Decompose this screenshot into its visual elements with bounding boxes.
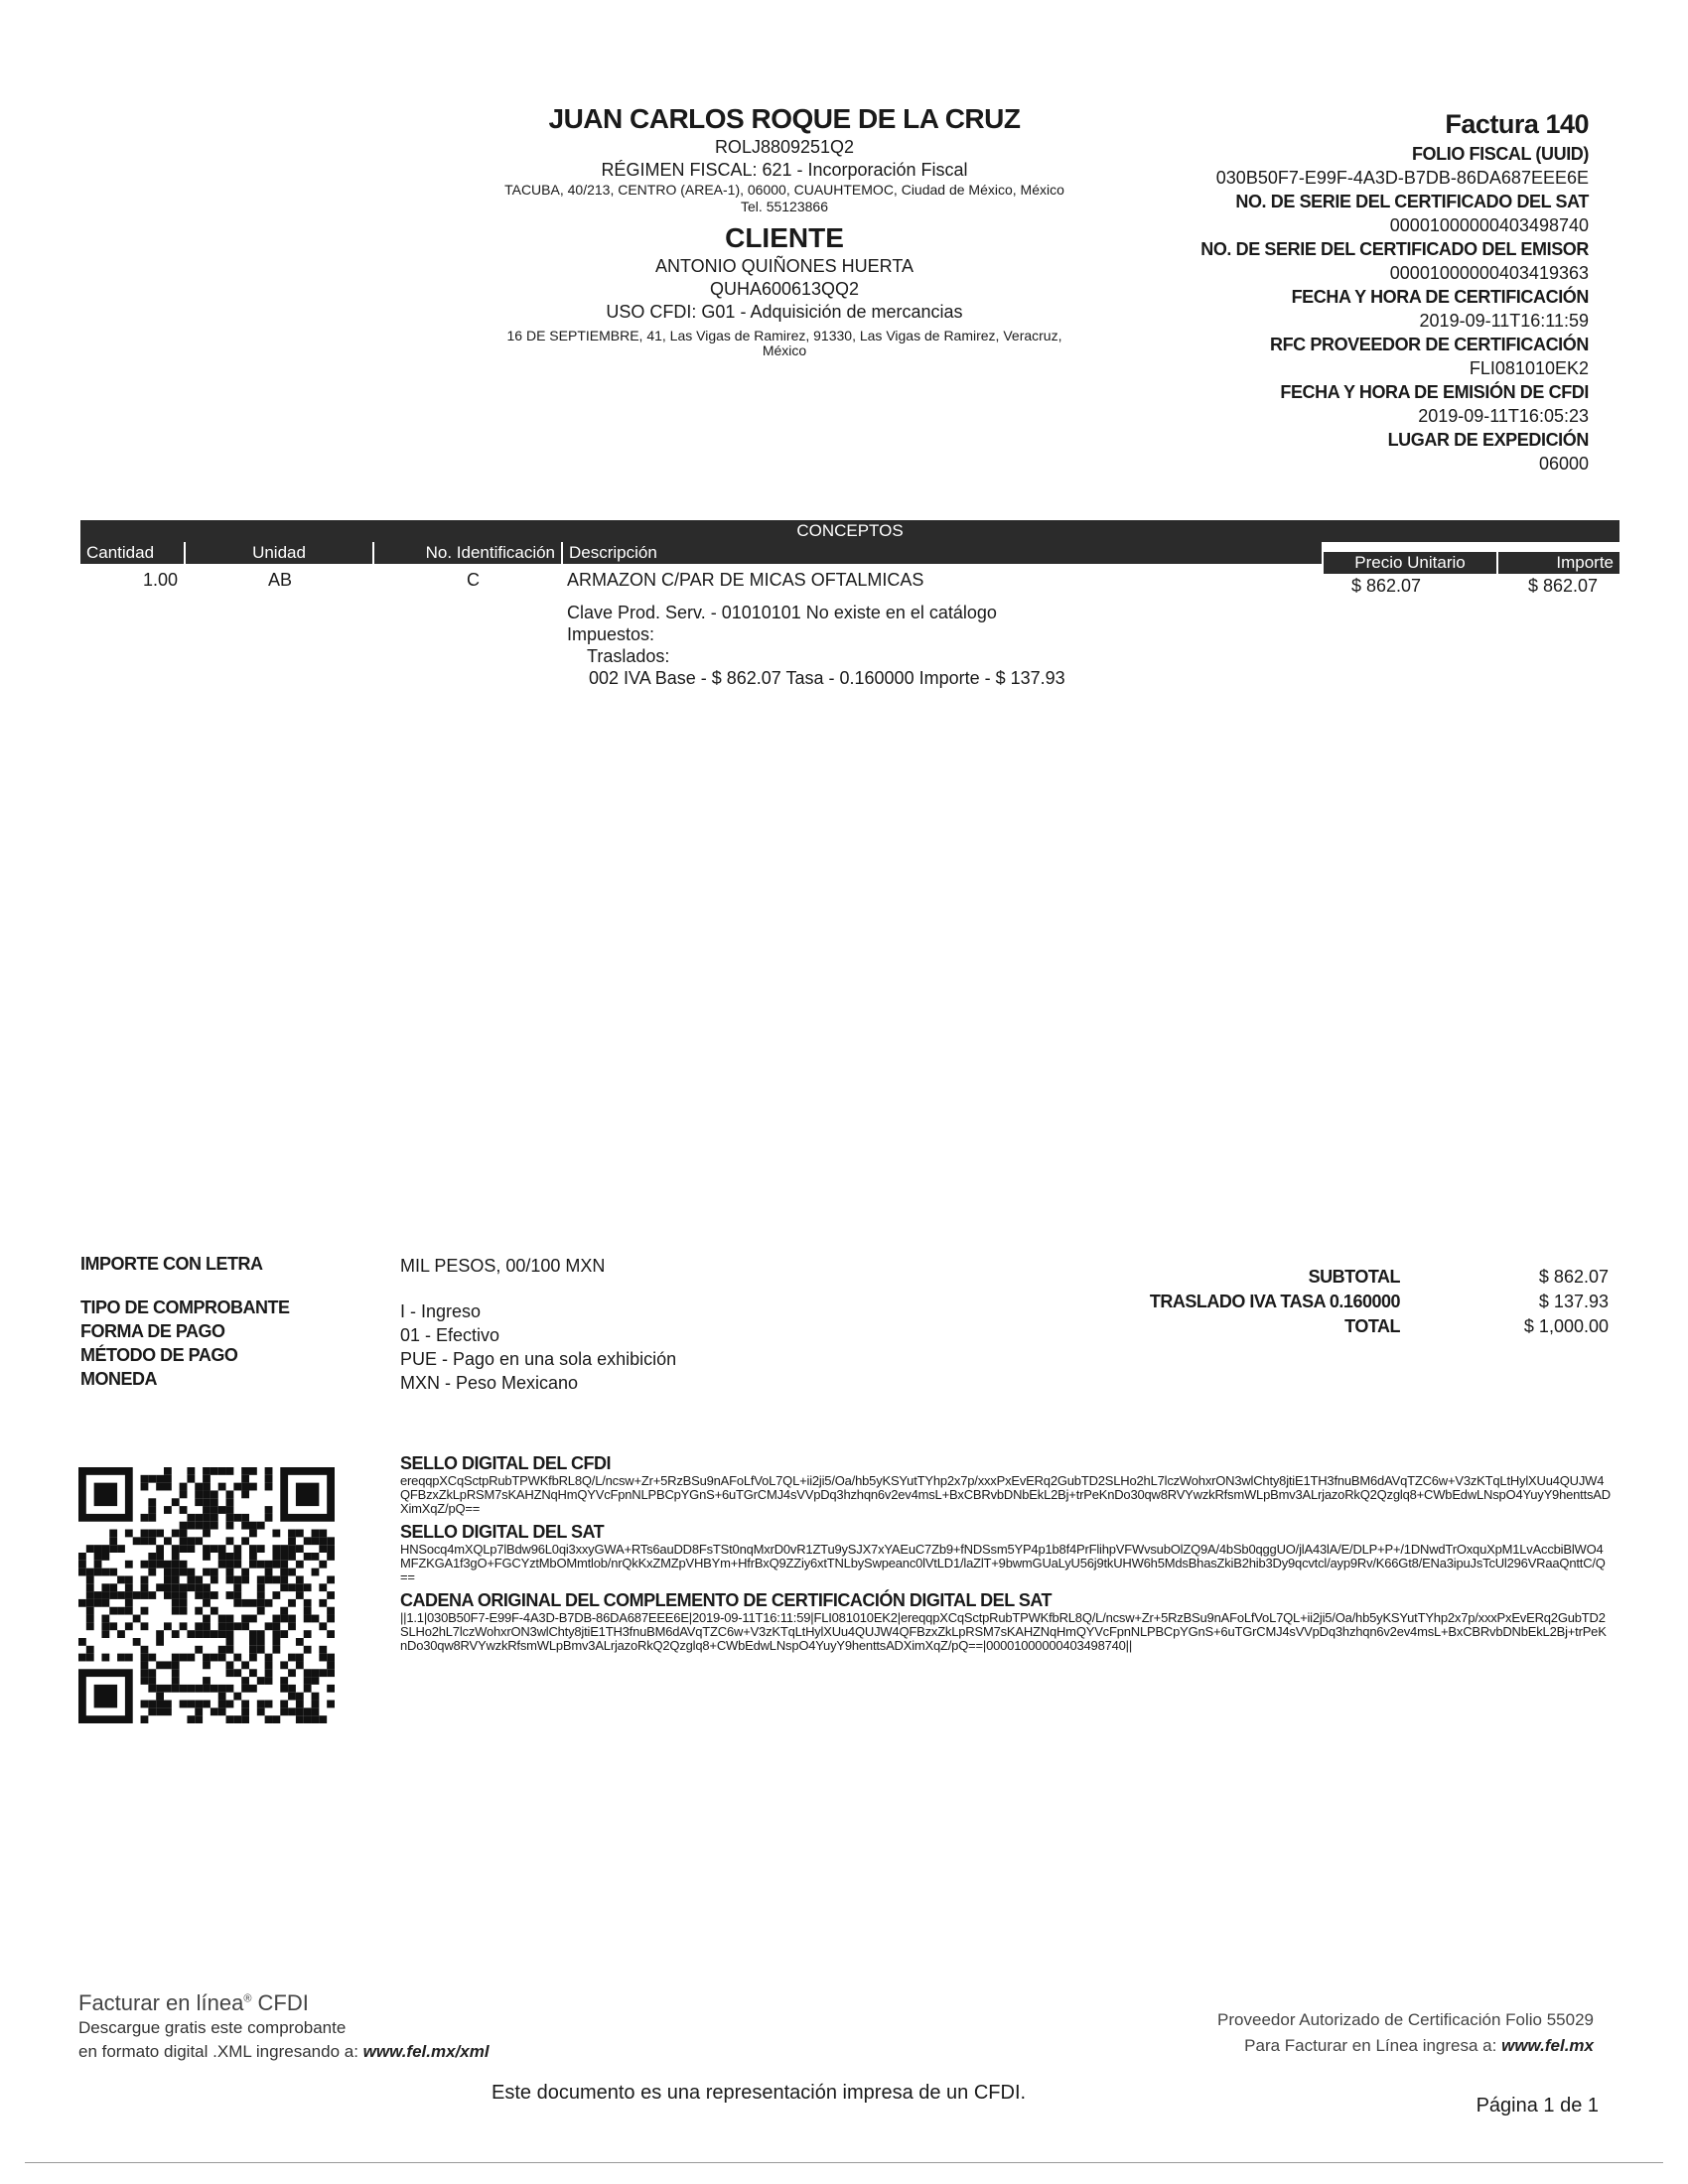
- subtotal-value: $ 862.07: [1538, 1267, 1609, 1287]
- rfc-prov: FLI081010EK2: [1469, 358, 1589, 378]
- rfc-prov-label: RFC PROVEEDOR DE CERTIFICACIÓN: [1269, 335, 1589, 354]
- col-precio: Precio Unitario: [1324, 552, 1498, 574]
- client-heading: CLIENTE: [725, 222, 844, 253]
- emitter-regime: RÉGIMEN FISCAL: 621 - Incorporación Fiscal: [601, 160, 968, 180]
- sello-cfdi: ereqqpXCqSctpRubTPWKfbRL8Q/L/ncsw+Zr+5RzBSu9nAFoLfVoL7QL+ii2ji5/Oa/hb5yKSYutTYhp2x7p/xxxPxEvERq2GubTD2SLHo2hL7lczWohxrON3wlChty8jtiE1TH3fnuBM6dAVqTZC6w+V3zKTqLtHylXUu4QUJW4QFBzxZkLpRSM7sKAHZNqHmQYVcFpnNLPBCpYGnS+6uTGrCMJ4sVVpDq3hzhqn6v2ev4msL+BxCBRvbDNbEkL2Bj+trPeKnDo30qw8RVYwzkRfsmWLpBmv3ALrjazoRkQ2Qzglq8+CWbEdwLNspO4YuyY9henttsADXimXqZ/pQ==: [400, 1473, 1611, 1516]
- sello-sat: HNSocq4mXQLp7lBdw96L0qi3xxyGWA+RTs6auDD8FsTSt0nqMxrD0vR1ZTu9ySJX7xYAEuC7Zb9+fNDSsm5YP4p1b8f4PrFlihpVFWvsubOlZQ9A/4bSb0qggUO/jlA43lA/E/DLP+P+/1DNwdTrOxquXpM1LvAccbiBlWO4MFZKGA1f3gO+FGCYztMbOMmtlob/nrQkKxZMZpVHBYm+HfrBxQ9ZZiy6xtTNLbySwpeanc0lVtLD1/laZlT+9bwmGUaLyU56j9tkUHW6h5MdsBhasZkiB2hib3Dy9qcvtcl/ayp9Rv/K66Gt8/ENa3ipuJsTcUl296VRaaQnttC/Q==: [400, 1542, 1606, 1584]
- footer-right: [1217, 2007, 1594, 2059]
- forma-pago: 01 - Efectivo: [400, 1325, 500, 1345]
- qr-code: [78, 1467, 335, 1723]
- folio-fiscal-label: FOLIO FISCAL (UUID): [1411, 144, 1589, 164]
- table-row: [80, 566, 1619, 600]
- sello-cfdi-label: SELLO DIGITAL DEL CFDI: [400, 1453, 612, 1473]
- importe-letra-label: IMPORTE CON LETRA: [80, 1254, 263, 1274]
- emitter-name: JUAN CARLOS ROQUE DE LA CRUZ: [548, 103, 1021, 134]
- impuestos-label: Impuestos:: [567, 624, 655, 644]
- client-address: 16 DE SEPTIEMBRE, 41, Las Vigas de Ramirez, 91330, Las Vigas de Ramirez, Veracruz, México: [506, 328, 1062, 358]
- serie-emisor: 00001000000403419363: [1389, 263, 1589, 283]
- invoice-title: Factura 140: [1445, 109, 1589, 139]
- serie-sat-label: NO. DE SERIE DEL CERTIFICADO DEL SAT: [1235, 192, 1589, 211]
- col-cantidad: Cantidad: [80, 542, 186, 564]
- moneda: MXN - Peso Mexicano: [400, 1373, 579, 1393]
- tipo-comprobante: I - Ingreso: [400, 1301, 482, 1321]
- serie-sat: 00001000000403498740: [1389, 215, 1589, 235]
- cell-precio: $ 862.07: [1351, 576, 1422, 596]
- digital-seals: [400, 1447, 1612, 1653]
- brand-cfdi: CFDI: [257, 1990, 309, 2015]
- cadena-original: ||1.1|030B50F7-E99F-4A3D-B7DB-86DA687EEE6E|2019-09-11T16:11:59|FLI081010EK2|ereqqpXCqSctpRubTPWKfbRL8Q/L/ncsw+Zr+5RzBSu9nAFoLfVoL7QL+ii2ji5/Oa/hb5yKSYutTYhp2x7p/xxxPxEvERq2GubTD2SLHo2hL7lczWohxrON3wlChty8jtiE1TH3fnuBM6dAVqTZC6w+V3zKTqLtHylXUu4QUJW4QFBzxZkLpRSM7sKAHZNqHmQYVcFpnNLPBCpYGnS+6uTGrCMJ4sVVpDq3hzhqn6v2ev4msL+BxCBRvbDNbEkL2Bj+trPeKnDo30qw8RVYwzkRfsmWLpBmv3ALrjazoRkQ2Qzglq8+CWbEdwLNspO4YuyY9henttsADXimXqZ/pQ==|00001000000403498740||: [400, 1610, 1607, 1653]
- fecha-emision: 2019-09-11T16:05:23: [1418, 406, 1589, 426]
- cell-cantidad: 1.00: [143, 570, 179, 590]
- tipo-comprobante-label: TIPO DE COMPROBANTE: [80, 1297, 290, 1317]
- emitter-phone: Tel. 55123866: [741, 199, 828, 214]
- concepts-header: [80, 542, 1619, 572]
- fiscal-info: [1072, 109, 1589, 476]
- cell-descripcion: ARMAZON C/PAR DE MICAS OFTALMICAS: [567, 570, 924, 590]
- download-prefix: en formato digital .XML ingresando a:: [78, 2042, 358, 2061]
- total-row: [1053, 1316, 1609, 1341]
- page-number: Página 1 de 1: [1476, 2095, 1599, 2116]
- cell-unidad: AB: [268, 570, 293, 590]
- col-unidad: Unidad: [186, 542, 374, 564]
- representation-notice: Este documento es una representación impresa de un CFDI.: [492, 2082, 1027, 2104]
- facturar-link[interactable]: www.fel.mx: [1501, 2036, 1594, 2055]
- concepts-title: CONCEPTOS: [80, 520, 1619, 542]
- emitter-block: [467, 103, 1102, 358]
- col-identificacion: No. Identificación: [374, 542, 563, 564]
- total-label: TOTAL: [1344, 1316, 1400, 1336]
- facturar-prefix: Para Facturar en Línea ingresa a:: [1244, 2036, 1497, 2055]
- total-value: $ 1,000.00: [1523, 1316, 1609, 1336]
- traslados-label: Traslados:: [587, 646, 670, 666]
- bottom-divider: [25, 2162, 1663, 2163]
- folio-fiscal: 030B50F7-E99F-4A3D-B7DB-86DA687EEE6E: [1215, 168, 1589, 188]
- download-line-2: [78, 2040, 490, 2064]
- subtotal-row: [1053, 1267, 1609, 1292]
- metodo-pago: PUE - Pago en una sola exhibición: [400, 1349, 677, 1369]
- iva-detail: 002 IVA Base - $ 862.07 Tasa - 0.160000 Importe - $ 137.93: [589, 668, 1065, 688]
- emitter-rfc: ROLJ8809251Q2: [714, 137, 855, 157]
- concepts-table: [80, 520, 1619, 688]
- concept-details: [567, 602, 1065, 689]
- iva-row: [1053, 1292, 1609, 1316]
- iva-value: $ 137.93: [1538, 1292, 1609, 1311]
- lugar: 06000: [1538, 454, 1589, 474]
- client-rfc: QUHA600613QQ2: [709, 279, 860, 299]
- proveedor-text: Proveedor Autorizado de Certificación Folio 55029: [1217, 2010, 1594, 2029]
- col-descripcion: Descripción: [563, 542, 1324, 564]
- cell-identificacion: C: [467, 570, 480, 590]
- iva-label: TRASLADO IVA TASA 0.160000: [1149, 1292, 1400, 1311]
- fecha-emision-label: FECHA Y HORA DE EMISIÓN DE CFDI: [1280, 382, 1589, 402]
- brand-name: Facturar en línea: [78, 1990, 244, 2015]
- forma-pago-label: FORMA DE PAGO: [80, 1321, 225, 1341]
- payment-values: [400, 1256, 676, 1397]
- client-name: ANTONIO QUIÑONES HUERTA: [654, 256, 914, 276]
- emitter-address: TACUBA, 40/213, CENTRO (AREA-1), 06000, CUAUHTEMOC, Ciudad de México, México: [504, 182, 1064, 198]
- fecha-cert-label: FECHA Y HORA DE CERTIFICACIÓN: [1291, 287, 1589, 307]
- client-uso-cfdi: USO CFDI: G01 - Adquisición de mercancias: [606, 302, 963, 322]
- cadena-original-label: CADENA ORIGINAL DEL COMPLEMENTO DE CERTIFICACIÓN DIGITAL DEL SAT: [400, 1590, 1053, 1610]
- footer-brand: [78, 1990, 490, 2016]
- moneda-label: MONEDA: [80, 1369, 157, 1389]
- download-link[interactable]: www.fel.mx/xml: [362, 2042, 490, 2061]
- facturar-line: [1217, 2033, 1594, 2059]
- subtotal-label: SUBTOTAL: [1308, 1267, 1400, 1287]
- fecha-cert: 2019-09-11T16:11:59: [1419, 311, 1589, 331]
- col-importe: Importe: [1498, 552, 1619, 574]
- lugar-label: LUGAR DE EXPEDICIÓN: [1387, 430, 1589, 450]
- metodo-pago-label: MÉTODO DE PAGO: [80, 1345, 238, 1365]
- footer-left: [78, 1990, 490, 2064]
- serie-emisor-label: NO. DE SERIE DEL CERTIFICADO DEL EMISOR: [1200, 239, 1589, 259]
- clave-prod-serv: Clave Prod. Serv. - 01010101 No existe en el catálogo: [567, 603, 997, 622]
- registered-mark: ®: [243, 1992, 252, 2005]
- sello-sat-label: SELLO DIGITAL DEL SAT: [400, 1522, 605, 1542]
- payment-labels: [80, 1254, 290, 1393]
- cell-importe: $ 862.07: [1528, 576, 1599, 596]
- importe-letra: MIL PESOS, 00/100 MXN: [400, 1256, 606, 1276]
- totals-block: [1053, 1267, 1609, 1341]
- download-line-1: Descargue gratis este comprobante: [78, 2018, 347, 2037]
